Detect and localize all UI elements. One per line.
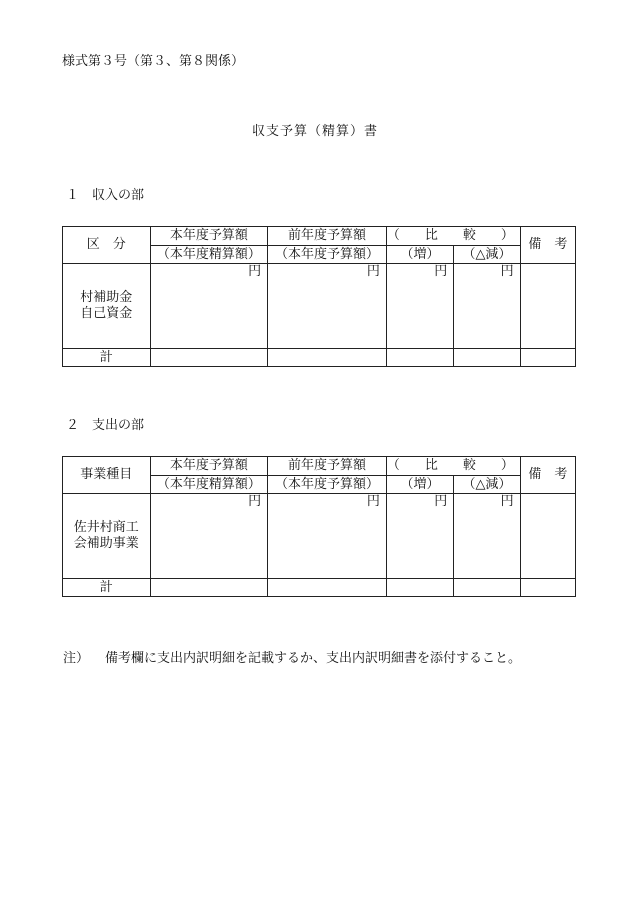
total-cell	[268, 349, 387, 367]
income-item: 村補助金	[80, 290, 133, 305]
decrease-header: （△減）	[454, 476, 520, 494]
note	[63, 647, 521, 666]
note-label: 注）	[63, 651, 90, 666]
decrease-header: （△減）	[454, 246, 520, 264]
expense-item: 佐井村商工	[73, 520, 139, 535]
total-cell	[454, 349, 520, 367]
total-cell	[454, 579, 520, 597]
income-table	[62, 226, 576, 367]
expense-items-cell	[63, 494, 151, 579]
total-label: 計	[63, 579, 151, 597]
current-year-subheader: （本年度精算額）	[150, 246, 268, 264]
income-items-cell	[63, 264, 151, 349]
remarks-header: 備 考	[520, 457, 575, 494]
current-year-header: 本年度予算額	[150, 227, 268, 246]
total-cell	[268, 579, 387, 597]
increase-amount-cell: 円	[386, 264, 453, 349]
total-cell	[520, 349, 575, 367]
increase-header: （増）	[386, 246, 453, 264]
previous-year-header: 前年度予算額	[268, 227, 387, 246]
note-text: 備考欄に支出内訳明細を記載するか、支出内訳明細書を添付すること。	[105, 651, 522, 666]
current-year-header: 本年度予算額	[150, 457, 268, 476]
previous-year-subheader: （本年度予算額）	[268, 476, 387, 494]
expense-table	[62, 456, 576, 597]
income-section-heading: １ 収入の部	[66, 188, 145, 203]
total-cell	[520, 579, 575, 597]
decrease-amount-cell: 円	[454, 264, 520, 349]
total-cell	[386, 579, 453, 597]
category-header: 区 分	[63, 227, 151, 264]
expense-item: 会補助事業	[73, 536, 139, 551]
total-cell	[150, 579, 268, 597]
form-number-label: 様式第３号（第３、第８関係）	[62, 54, 245, 69]
total-cell	[386, 349, 453, 367]
comparison-header: （ 比 較 ）	[386, 227, 520, 246]
comparison-header: （ 比 較 ）	[386, 457, 520, 476]
current-year-amount-cell: 円	[150, 264, 268, 349]
previous-year-subheader: （本年度予算額）	[268, 246, 387, 264]
previous-year-header: 前年度予算額	[268, 457, 387, 476]
remarks-cell	[520, 264, 575, 349]
remarks-header: 備 考	[520, 227, 575, 264]
category-header: 事業種目	[63, 457, 151, 494]
income-item: 自己資金	[80, 306, 133, 321]
previous-year-amount-cell: 円	[268, 264, 387, 349]
total-cell	[150, 349, 268, 367]
current-year-amount-cell: 円	[150, 494, 268, 579]
increase-amount-cell: 円	[386, 494, 453, 579]
decrease-amount-cell: 円	[454, 494, 520, 579]
document-title: 収支予算（精算）書	[251, 124, 378, 139]
previous-year-amount-cell: 円	[268, 494, 387, 579]
total-label: 計	[63, 349, 151, 367]
remarks-cell	[520, 494, 575, 579]
current-year-subheader: （本年度精算額）	[150, 476, 268, 494]
increase-header: （増）	[386, 476, 453, 494]
expense-section-heading: ２ 支出の部	[66, 418, 145, 433]
